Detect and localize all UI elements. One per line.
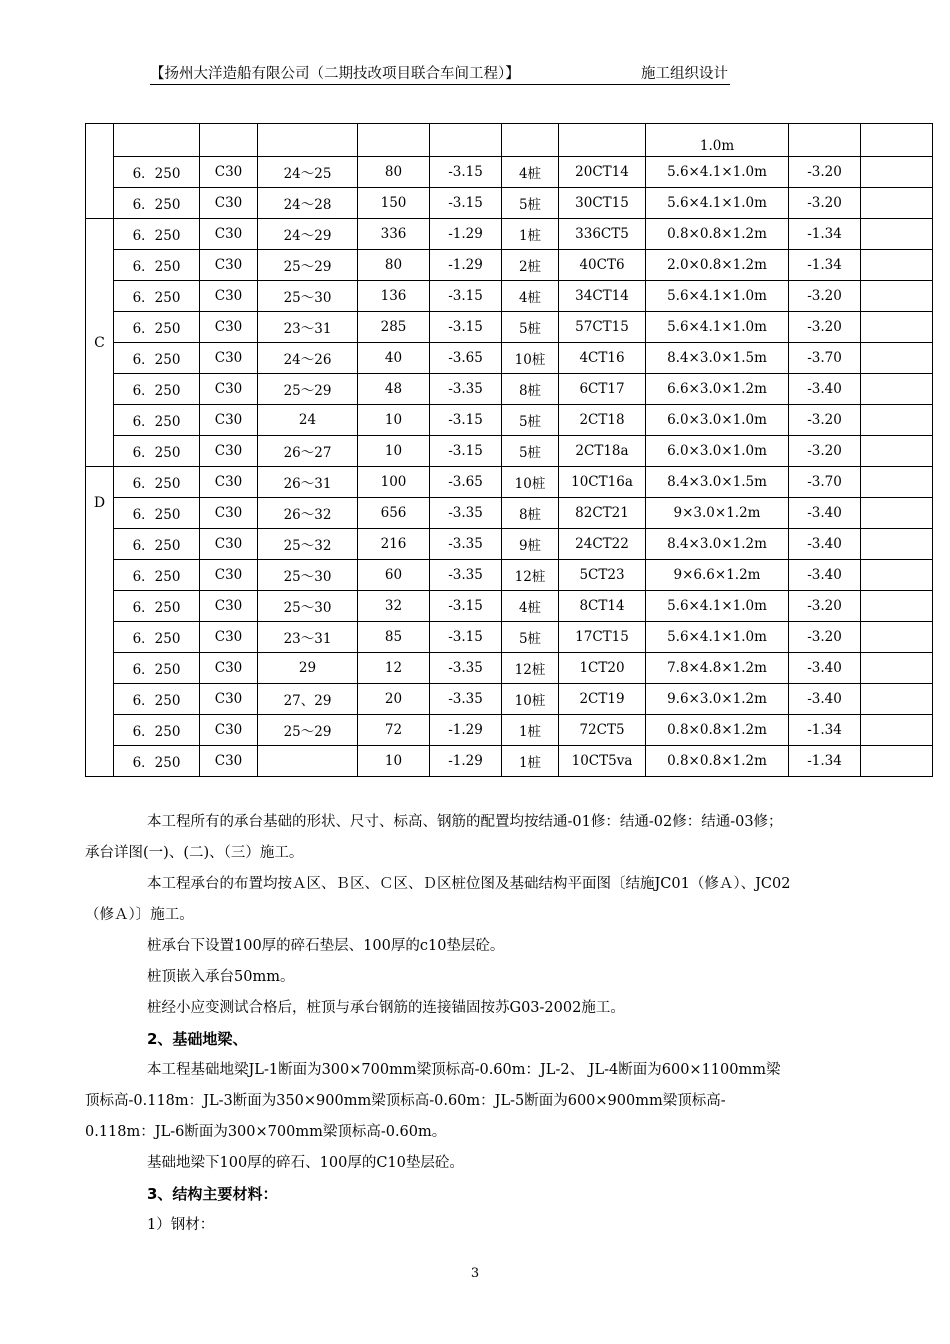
table-cell — [861, 405, 933, 436]
table-cell: C30 — [200, 653, 258, 684]
table-cell: 26～31 — [258, 467, 358, 498]
table-cell: 1桩 — [502, 715, 559, 746]
table-cell: 26～27 — [258, 436, 358, 467]
table-cell: C30 — [200, 529, 258, 560]
table-cell: 136 — [358, 281, 430, 312]
table-cell: 10 — [358, 405, 430, 436]
table-cell: 25～32 — [258, 529, 358, 560]
table-cell: 5桩 — [502, 436, 559, 467]
table-cell: -3.15 — [430, 188, 502, 219]
table-cell: -3.20 — [789, 157, 861, 188]
table-cell: 5.6×4.1×1.0m — [646, 281, 789, 312]
table-cell — [861, 715, 933, 746]
table-cell: C30 — [200, 467, 258, 498]
table-cell: 17CT15 — [559, 622, 646, 653]
table-row — [86, 622, 933, 653]
table-cell: 24～28 — [258, 188, 358, 219]
table-cell: -3.20 — [789, 622, 861, 653]
table-cell — [861, 591, 933, 622]
table-cell: 24～29 — [258, 219, 358, 250]
table-row — [86, 281, 933, 312]
table-cell: C30 — [200, 343, 258, 374]
table-cell: 8.4×3.0×1.5m — [646, 343, 789, 374]
table-cell: 5桩 — [502, 312, 559, 343]
table-cell: 25～30 — [258, 560, 358, 591]
table-cell: 100 — [358, 467, 430, 498]
table-row — [86, 653, 933, 684]
table-cell: C30 — [200, 281, 258, 312]
table-cell: -3.15 — [430, 312, 502, 343]
table-cell — [861, 436, 933, 467]
table-cell — [861, 374, 933, 405]
table-cell: 82CT21 — [559, 498, 646, 529]
table-cell: -3.20 — [789, 188, 861, 219]
table-cell: 12桩 — [502, 560, 559, 591]
table-cell: -1.34 — [789, 715, 861, 746]
table-cell: -1.34 — [789, 219, 861, 250]
table-cell — [861, 467, 933, 498]
paragraph: 0.118m：JL-6断面为300×700mm梁顶标高-0.60m。 — [85, 1124, 447, 1140]
table-cell: 32 — [358, 591, 430, 622]
table-cell: 5桩 — [502, 405, 559, 436]
table-cell — [861, 560, 933, 591]
table-cell: -3.40 — [789, 374, 861, 405]
table-cell: 6．250 — [114, 188, 200, 219]
table-cell: -3.35 — [430, 684, 502, 715]
table-cell: 2CT18a — [559, 436, 646, 467]
table-row — [86, 498, 933, 529]
table-cell: 216 — [358, 529, 430, 560]
table-cell: 27、29 — [258, 684, 358, 715]
table-cell: 9桩 — [502, 529, 559, 560]
table-cell: 6．250 — [114, 219, 200, 250]
table-cell: 4CT16 — [559, 343, 646, 374]
table-cell: C30 — [200, 436, 258, 467]
table-cell: C30 — [200, 746, 258, 777]
table-cell — [861, 281, 933, 312]
table-cell: C30 — [200, 622, 258, 653]
table-cell: -3.15 — [430, 281, 502, 312]
table-cell: 5.6×4.1×1.0m — [646, 622, 789, 653]
table-cell: -3.40 — [789, 498, 861, 529]
table-cell: 6．250 — [114, 281, 200, 312]
table-cell: 1桩 — [502, 219, 559, 250]
table-cell — [861, 529, 933, 560]
table-cell: -3.20 — [789, 312, 861, 343]
table-cell: 5.6×4.1×1.0m — [646, 188, 789, 219]
table-cell — [861, 312, 933, 343]
table-cell: 8.4×3.0×1.5m — [646, 467, 789, 498]
table-cell: 2桩 — [502, 250, 559, 281]
table-cell: -3.40 — [789, 560, 861, 591]
table-cell: 6．250 — [114, 622, 200, 653]
table-cell: 29 — [258, 653, 358, 684]
table-cell: 6.0×3.0×1.0m — [646, 436, 789, 467]
table-cell: 6．250 — [114, 405, 200, 436]
table-cell: 48 — [358, 374, 430, 405]
table-row — [86, 684, 933, 715]
table-cell: C30 — [200, 188, 258, 219]
table-cell: 4桩 — [502, 591, 559, 622]
table-cell: -3.20 — [789, 436, 861, 467]
table-cell: C30 — [200, 250, 258, 281]
table-cell: 7.8×4.8×1.2m — [646, 653, 789, 684]
table-cell: -3.20 — [789, 281, 861, 312]
table-cell — [861, 157, 933, 188]
table-cell: 8CT14 — [559, 591, 646, 622]
table-cell — [861, 498, 933, 529]
section-heading: 3、结构主要材料： — [147, 1185, 278, 1203]
zone-label: C — [86, 219, 114, 467]
table-cell: -3.15 — [430, 405, 502, 436]
table-cell: 12桩 — [502, 653, 559, 684]
table-cell: -3.35 — [430, 529, 502, 560]
table-cell: 20CT14 — [559, 157, 646, 188]
table-cell: -1.29 — [430, 715, 502, 746]
table-cell: 8桩 — [502, 374, 559, 405]
table-cell: 336 — [358, 219, 430, 250]
table-row — [86, 746, 933, 777]
table-cell: 9×6.6×1.2m — [646, 560, 789, 591]
table-cell: -1.34 — [789, 746, 861, 777]
table-cell: -3.35 — [430, 374, 502, 405]
table-cell: -3.65 — [430, 467, 502, 498]
table-cell: -3.15 — [430, 591, 502, 622]
table-cell: 6．250 — [114, 250, 200, 281]
table-cell — [861, 622, 933, 653]
table-row — [86, 436, 933, 467]
table-row — [86, 529, 933, 560]
table-cell — [861, 653, 933, 684]
table-cell: 25～30 — [258, 281, 358, 312]
header-project-title: 【扬州大洋造船有限公司（二期技改项目联合车间工程）】 — [150, 66, 520, 82]
table-row — [86, 219, 933, 250]
table-cell: 150 — [358, 188, 430, 219]
table-cell: -1.34 — [789, 250, 861, 281]
table-cell: 9.6×3.0×1.2m — [646, 684, 789, 715]
paragraph: （修Ａ）〕施工。 — [85, 907, 194, 923]
table-cell: 6CT17 — [559, 374, 646, 405]
table-cell: 0.8×0.8×1.2m — [646, 715, 789, 746]
table-cell: C30 — [200, 684, 258, 715]
table-cell: 80 — [358, 157, 430, 188]
table-cell: 4桩 — [502, 281, 559, 312]
paragraph: 本工程承台的布置均按Ａ区、Ｂ区、Ｃ区、Ｄ区桩位图及基础结构平面图〔结施JC01（修Ａ）、JC02 — [147, 876, 791, 892]
table-cell: C30 — [200, 498, 258, 529]
table-row — [86, 467, 933, 498]
table-cell: 2CT19 — [559, 684, 646, 715]
paragraph: 本工程基础地梁JL-1断面为300×700mm梁顶标高-0.60m：JL-2、 JL-4断面为600×1100mm梁 — [147, 1062, 781, 1078]
table-cell: C30 — [200, 405, 258, 436]
table-cell: 6．250 — [114, 467, 200, 498]
table-cell: C30 — [200, 157, 258, 188]
table-cell: 6．250 — [114, 653, 200, 684]
table-cell — [258, 746, 358, 777]
table-cell: 26～32 — [258, 498, 358, 529]
table-cell: -3.40 — [789, 653, 861, 684]
page-header — [150, 62, 730, 85]
table-cell: 2CT18 — [559, 405, 646, 436]
table-cell: 0.8×0.8×1.2m — [646, 746, 789, 777]
table-cell: 10CT16a — [559, 467, 646, 498]
table-cell: 9×3.0×1.2m — [646, 498, 789, 529]
table-cell — [861, 684, 933, 715]
table-row — [86, 405, 933, 436]
table-cell: 656 — [358, 498, 430, 529]
table-cell: 6．250 — [114, 374, 200, 405]
table-cell: C30 — [200, 560, 258, 591]
table-cell: 40CT6 — [559, 250, 646, 281]
table-cell — [861, 219, 933, 250]
table-cell: 25～29 — [258, 715, 358, 746]
table-cell: 6．250 — [114, 560, 200, 591]
table-cell: 5CT23 — [559, 560, 646, 591]
table-cell: 336CT5 — [559, 219, 646, 250]
table-cell: 6.0×3.0×1.0m — [646, 405, 789, 436]
paragraph: 顶标高-0.118m：JL-3断面为350×900mm梁顶标高-0.60m：JL-5断面为600×900mm梁顶标高- — [85, 1093, 726, 1109]
table-cell: 12 — [358, 653, 430, 684]
zone-label: D — [86, 467, 114, 777]
table-cell: 10CT5va — [559, 746, 646, 777]
table-cell: -3.15 — [430, 622, 502, 653]
table-cell: 6．250 — [114, 746, 200, 777]
table-row — [86, 715, 933, 746]
paragraph: 桩经小应变测试合格后，桩顶与承台钢筋的连接锚固按苏G03-2002施工。 — [147, 1000, 625, 1016]
table-cell: 10 — [358, 746, 430, 777]
table-cell — [861, 188, 933, 219]
table-cell: 5桩 — [502, 622, 559, 653]
table-cell: 25～30 — [258, 591, 358, 622]
table-cell: 6．250 — [114, 529, 200, 560]
paragraph: 承台详图(一)、(二)、（三）施工。 — [85, 845, 304, 861]
table-cell: 6．250 — [114, 343, 200, 374]
page-number: 3 — [470, 1266, 480, 1281]
table-cell: 6．250 — [114, 157, 200, 188]
table-row — [86, 560, 933, 591]
table-cell: 23～31 — [258, 622, 358, 653]
table-cell: 24～26 — [258, 343, 358, 374]
table-cell: -1.29 — [430, 219, 502, 250]
table-cell: 10桩 — [502, 684, 559, 715]
table-cell: -1.29 — [430, 250, 502, 281]
table-cell: 23～31 — [258, 312, 358, 343]
table-row — [86, 374, 933, 405]
table-cell: 6．250 — [114, 715, 200, 746]
table-cell: C30 — [200, 591, 258, 622]
table-cell: -3.20 — [789, 591, 861, 622]
paragraph: 基础地梁下100厚的碎石、100厚的C10垫层砼。 — [147, 1155, 464, 1171]
table-cell: 24～25 — [258, 157, 358, 188]
table-cell: 34CT14 — [559, 281, 646, 312]
table-cell — [861, 746, 933, 777]
table-cell: 10桩 — [502, 343, 559, 374]
table-row — [86, 343, 933, 374]
table-cell: -3.15 — [430, 157, 502, 188]
table-cell: C30 — [200, 715, 258, 746]
table-row — [86, 250, 933, 281]
table-cell: 85 — [358, 622, 430, 653]
table-cell: 10 — [358, 436, 430, 467]
paragraph: 桩承台下设置100厚的碎石垫层、100厚的c10垫层砼。 — [147, 938, 505, 954]
table-cell: -3.40 — [789, 529, 861, 560]
table-cell: 20 — [358, 684, 430, 715]
table-cell: 6．250 — [114, 312, 200, 343]
table-cell: 5.6×4.1×1.0m — [646, 157, 789, 188]
table-cell — [861, 343, 933, 374]
continued-dimension: 1.0m — [646, 124, 789, 157]
table-cell: C30 — [200, 312, 258, 343]
table-row — [86, 188, 933, 219]
table-cell: -3.65 — [430, 343, 502, 374]
table-cell: 6．250 — [114, 684, 200, 715]
table-cell: 57CT15 — [559, 312, 646, 343]
table-cell: 24 — [258, 405, 358, 436]
table-cell: -3.35 — [430, 498, 502, 529]
paragraph: 本工程所有的承台基础的形状、尺寸、标高、钢筋的配置均按结通-01修：结通-02修：结通-03修； — [147, 814, 783, 830]
table-cell: -1.29 — [430, 746, 502, 777]
table-cell — [861, 250, 933, 281]
table-cell: 1CT20 — [559, 653, 646, 684]
table-cell: 80 — [358, 250, 430, 281]
header-doc-type: 施工组织设计 — [641, 66, 728, 82]
table-cell: 0.8×0.8×1.2m — [646, 219, 789, 250]
table-cell: -3.70 — [789, 467, 861, 498]
table-cell: 8桩 — [502, 498, 559, 529]
table-cell: 6．250 — [114, 498, 200, 529]
table-cell: -3.20 — [789, 405, 861, 436]
table-cell: 30CT15 — [559, 188, 646, 219]
paragraph: 桩顶嵌入承台50mm。 — [147, 969, 295, 985]
table-row — [86, 157, 933, 188]
table-cell: 5桩 — [502, 188, 559, 219]
zone-cell-b-continued — [86, 124, 114, 219]
table-cell: 285 — [358, 312, 430, 343]
section-heading: 2、基础地梁、 — [147, 1030, 248, 1048]
table-cell: 6.6×3.0×1.2m — [646, 374, 789, 405]
pile-cap-table — [85, 123, 933, 777]
table-cell: -3.15 — [430, 436, 502, 467]
table-row — [86, 124, 933, 157]
table-cell: 5.6×4.1×1.0m — [646, 312, 789, 343]
table-cell: -3.35 — [430, 560, 502, 591]
table-cell: -3.40 — [789, 684, 861, 715]
table-row — [86, 591, 933, 622]
table-cell: 10桩 — [502, 467, 559, 498]
table-cell: 72 — [358, 715, 430, 746]
table-cell: 8.4×3.0×1.2m — [646, 529, 789, 560]
table-cell: 24CT22 — [559, 529, 646, 560]
table-cell: 40 — [358, 343, 430, 374]
table-cell: 6．250 — [114, 591, 200, 622]
table-row — [86, 312, 933, 343]
table-cell: 5.6×4.1×1.0m — [646, 591, 789, 622]
table-cell: 6．250 — [114, 436, 200, 467]
table-cell: 2.0×0.8×1.2m — [646, 250, 789, 281]
table-cell: 60 — [358, 560, 430, 591]
table-cell: 72CT5 — [559, 715, 646, 746]
table-cell: -3.70 — [789, 343, 861, 374]
table-cell: -3.35 — [430, 653, 502, 684]
table-cell: C30 — [200, 374, 258, 405]
table-cell: 4桩 — [502, 157, 559, 188]
table-cell: 25～29 — [258, 374, 358, 405]
table-cell: 25～29 — [258, 250, 358, 281]
table-cell: C30 — [200, 219, 258, 250]
paragraph: 1）钢材： — [147, 1217, 215, 1233]
table-cell: 1桩 — [502, 746, 559, 777]
